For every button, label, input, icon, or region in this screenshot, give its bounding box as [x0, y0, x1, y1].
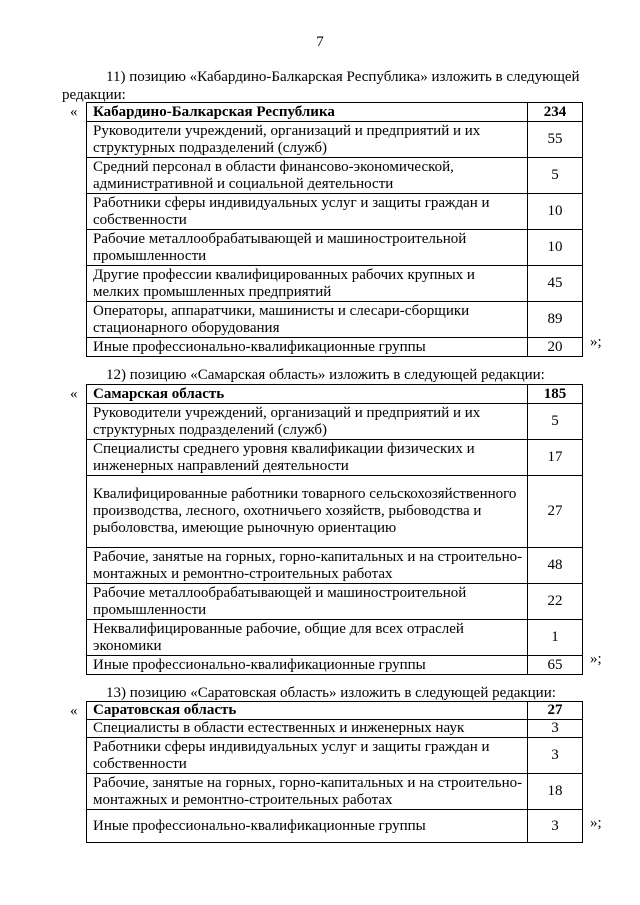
row-value: 10 — [528, 194, 583, 230]
region-table-kabardino-balkaria — [86, 102, 583, 357]
region-table-samara — [86, 384, 583, 675]
table-row — [87, 656, 583, 675]
table-row — [87, 230, 583, 266]
row-value: 27 — [528, 476, 583, 548]
row-value: 3 — [528, 720, 583, 738]
row-value: 10 — [528, 230, 583, 266]
row-value: 1 — [528, 620, 583, 656]
row-value: 18 — [528, 774, 583, 810]
row-value: 22 — [528, 584, 583, 620]
row-label: Рабочие, занятые на горных, горно-капитальных и на строительно-монтажных и ремонтно-строительных работах — [87, 774, 528, 810]
row-value: 89 — [528, 302, 583, 338]
open-quote: « — [70, 104, 78, 120]
row-label: Рабочие металлообрабатывающей и машиностроительной промышленности — [87, 230, 528, 266]
table-row — [87, 266, 583, 302]
region-total: 27 — [528, 702, 583, 720]
table-row — [87, 738, 583, 774]
row-label: Иные профессионально-квалификационные группы — [87, 338, 528, 357]
row-label: Иные профессионально-квалификационные группы — [87, 656, 528, 675]
table-row — [87, 302, 583, 338]
table-row — [87, 194, 583, 230]
table-row — [87, 720, 583, 738]
row-label: Операторы, аппаратчики, машинисты и слесари-сборщики стационарного оборудования — [87, 302, 528, 338]
row-label: Специалисты в области естественных и инженерных наук — [87, 720, 528, 738]
row-value: 5 — [528, 158, 583, 194]
row-label: Рабочие металлообрабатывающей и машиностроительной промышленности — [87, 584, 528, 620]
table-row — [87, 476, 583, 548]
row-value: 17 — [528, 440, 583, 476]
row-value: 45 — [528, 266, 583, 302]
table-row — [87, 774, 583, 810]
row-value: 48 — [528, 548, 583, 584]
row-label: Иные профессионально-квалификационные группы — [87, 810, 528, 843]
row-label: Неквалифицированные рабочие, общие для всех отраслей экономики — [87, 620, 528, 656]
row-value: 20 — [528, 338, 583, 357]
open-quote: « — [70, 703, 78, 719]
intro-line: 11) позицию «Кабардино-Балкарская Республика» изложить в следующей — [106, 69, 580, 85]
table-row — [87, 810, 583, 843]
intro-line: 12) позицию «Самарская область» изложить в следующей редакции: — [106, 367, 545, 383]
region-total: 185 — [528, 385, 583, 404]
row-label: Работники сферы индивидуальных услуг и защиты граждан и собственности — [87, 738, 528, 774]
close-quote: »; — [590, 651, 602, 667]
section-intro — [62, 366, 610, 384]
table-header-row — [87, 702, 583, 720]
close-quote: »; — [590, 334, 602, 350]
table-row — [87, 440, 583, 476]
page-number: 7 — [316, 34, 324, 50]
region-name: Самарская область — [87, 385, 528, 404]
close-quote: »; — [590, 815, 602, 831]
section-intro — [62, 684, 610, 702]
region-total: 234 — [528, 103, 583, 122]
row-label: Другие профессии квалифицированных рабочих крупных и мелких промышленных предприятий — [87, 266, 528, 302]
table-row — [87, 338, 583, 357]
row-label: Рабочие, занятые на горных, горно-капитальных и на строительно-монтажных и ремонтно-строительных работах — [87, 548, 528, 584]
table-row — [87, 158, 583, 194]
region-table-saratov — [86, 701, 583, 843]
table-header-row — [87, 385, 583, 404]
row-label: Средний персонал в области финансово-экономической, административной и социальной деятельности — [87, 158, 528, 194]
row-label: Специалисты среднего уровня квалификации физических и инженерных направлений деятельности — [87, 440, 528, 476]
row-label: Руководители учреждений, организаций и предприятий и их структурных подразделений (служб) — [87, 122, 528, 158]
region-name: Кабардино-Балкарская Республика — [87, 103, 528, 122]
intro-line-2: редакции: — [62, 87, 126, 103]
row-label: Руководители учреждений, организаций и предприятий и их структурных подразделений (служб) — [87, 404, 528, 440]
table-row — [87, 620, 583, 656]
region-name: Саратовская область — [87, 702, 528, 720]
table-row — [87, 122, 583, 158]
table-row — [87, 404, 583, 440]
row-label: Работники сферы индивидуальных услуг и защиты граждан и собственности — [87, 194, 528, 230]
open-quote: « — [70, 386, 78, 402]
table-header-row — [87, 103, 583, 122]
row-value: 5 — [528, 404, 583, 440]
row-value: 65 — [528, 656, 583, 675]
intro-line: 13) позицию «Саратовская область» изложить в следующей редакции: — [106, 685, 556, 701]
row-label: Квалифицированные работники товарного сельскохозяйственного производства, лесного, охотничьего хозяйств, рыбоводства и рыболовства, имеющие рыночную ориентацию — [87, 476, 528, 548]
row-value: 3 — [528, 738, 583, 774]
row-value: 3 — [528, 810, 583, 843]
row-value: 55 — [528, 122, 583, 158]
table-row — [87, 548, 583, 584]
section-intro — [62, 68, 610, 104]
table-row — [87, 584, 583, 620]
